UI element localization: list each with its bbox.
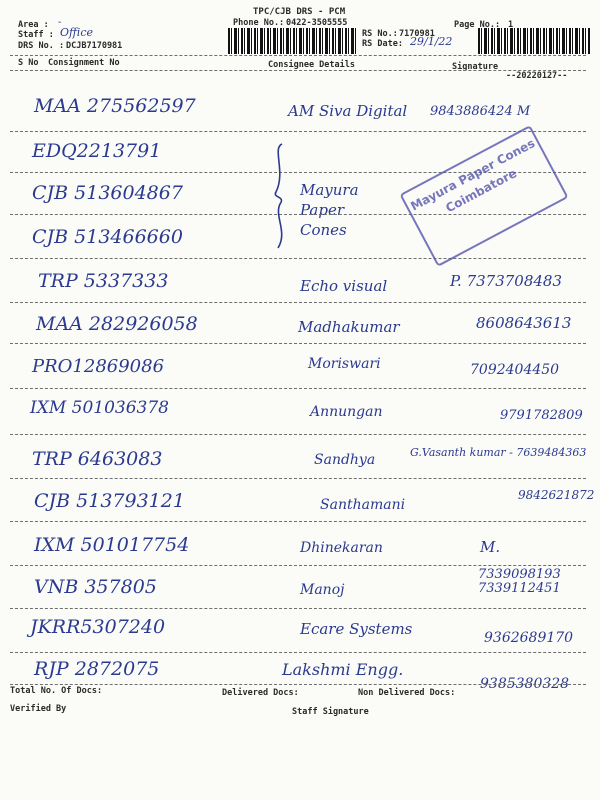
- consignee-name: Dhinekaran: [300, 540, 383, 556]
- rs-date-value: 29/1/22: [410, 35, 453, 48]
- consignee-name: Santhamani: [320, 497, 406, 513]
- barcode-left: [228, 28, 356, 54]
- non-delivered-docs-label: Non Delivered Docs:: [358, 688, 456, 698]
- document-title: TPC/CJB DRS - PCM: [253, 7, 346, 17]
- col-consignee: Consignee Details: [268, 60, 355, 70]
- drs-value: DCJB7170981: [66, 41, 123, 51]
- consignment-no: CJB 513793121: [34, 490, 185, 512]
- consignment-no: CJB 513466660: [32, 226, 183, 248]
- consignment-no: CJB 513604867: [32, 182, 183, 204]
- staff-signature-label: Staff Signature: [292, 707, 369, 717]
- signature-entry: 7092404450: [470, 362, 560, 378]
- col-consignment: Consignment No: [48, 58, 120, 68]
- consignment-no: TRP 5337333: [38, 270, 169, 292]
- signature-entry: 7339098193 7339112451: [478, 567, 561, 596]
- barcode-right: [478, 28, 590, 54]
- signature-entry: 9385380328: [480, 676, 570, 692]
- rs-no-label: RS No.:: [362, 29, 398, 39]
- phone-label: Phone No.:: [233, 18, 285, 28]
- consignee-name: Mayura Paper Cones: [300, 181, 359, 239]
- consignee-name: AM Siva Digital: [288, 102, 408, 120]
- consignment-no: RJP 2872075: [34, 658, 160, 680]
- consignee-name: Manoj: [300, 582, 345, 598]
- page-value: 1: [508, 20, 514, 30]
- consignee-name: Annungan: [310, 404, 383, 420]
- page-label: Page No.:: [454, 20, 501, 30]
- consignment-no: PRO12869086: [32, 356, 165, 377]
- row-divider: [10, 388, 586, 389]
- consignment-no: MAA 275562597: [34, 95, 196, 117]
- rs-no-value: 7170981: [399, 29, 435, 39]
- consignee-name: Moriswari: [308, 356, 381, 372]
- col-sno: S No: [18, 58, 39, 68]
- consignment-no: JKRR5307240: [30, 616, 166, 638]
- footer-divider: [10, 684, 586, 685]
- consignee-name: Sandhya: [314, 452, 376, 468]
- signature-entry: P. 7373708483: [450, 272, 563, 290]
- row-divider: [10, 131, 586, 132]
- consignment-no: EDQ2213791: [32, 140, 162, 162]
- signature-entry: M.: [480, 538, 501, 556]
- area-value: -: [58, 17, 62, 28]
- total-docs-label: Total No. Of Docs:: [10, 686, 103, 696]
- consignee-name: Madhakumar: [298, 318, 400, 336]
- consignment-no: VNB 357805: [34, 576, 157, 598]
- consignment-no: IXM 501017754: [34, 534, 190, 556]
- consignment-no: MAA 282926058: [36, 313, 198, 335]
- company-stamp: Mayura Paper Cones Coimbatore: [399, 125, 568, 267]
- signature-entry: G.Vasanth kumar - 7639484363: [410, 446, 587, 459]
- grouping-brace: [268, 142, 296, 252]
- row-divider: [10, 608, 586, 609]
- row-divider: [10, 434, 586, 435]
- delivered-docs-label: Delivered Docs:: [222, 688, 299, 698]
- verified-by-label: Verified By: [10, 704, 67, 714]
- rs-date-label: RS Date:: [362, 39, 403, 49]
- header-divider: [10, 55, 586, 56]
- col-signature: Signature: [452, 62, 499, 72]
- consignee-name: Echo visual: [300, 277, 388, 295]
- header-divider-bottom: [10, 70, 586, 71]
- signature-entry: 9362689170: [484, 630, 574, 646]
- staff-value: Office: [60, 26, 93, 39]
- row-divider: [10, 652, 586, 653]
- signature-entry: 9843886424 M: [430, 104, 531, 119]
- row-divider: [10, 478, 586, 479]
- date-marker: --20220127--: [506, 71, 568, 81]
- row-divider: [10, 521, 586, 522]
- signature-entry: 8608643613: [476, 314, 572, 332]
- phone-value: 0422-3505555: [286, 18, 348, 28]
- drs-label: DRS No. :: [18, 41, 65, 51]
- signature-entry: 9791782809: [500, 408, 583, 423]
- signature-entry: 9842621872: [518, 488, 595, 502]
- row-divider: [10, 302, 586, 303]
- consignment-no: TRP 6463083: [32, 448, 163, 470]
- staff-label: Staff :: [18, 30, 54, 40]
- consignee-name: Lakshmi Engg.: [282, 660, 404, 679]
- row-divider: [10, 565, 586, 566]
- consignee-name: Ecare Systems: [300, 620, 413, 638]
- row-divider: [10, 343, 586, 344]
- area-label: Area :: [18, 20, 49, 30]
- consignment-no: IXM 501036378: [30, 398, 169, 418]
- row-divider: [10, 258, 586, 259]
